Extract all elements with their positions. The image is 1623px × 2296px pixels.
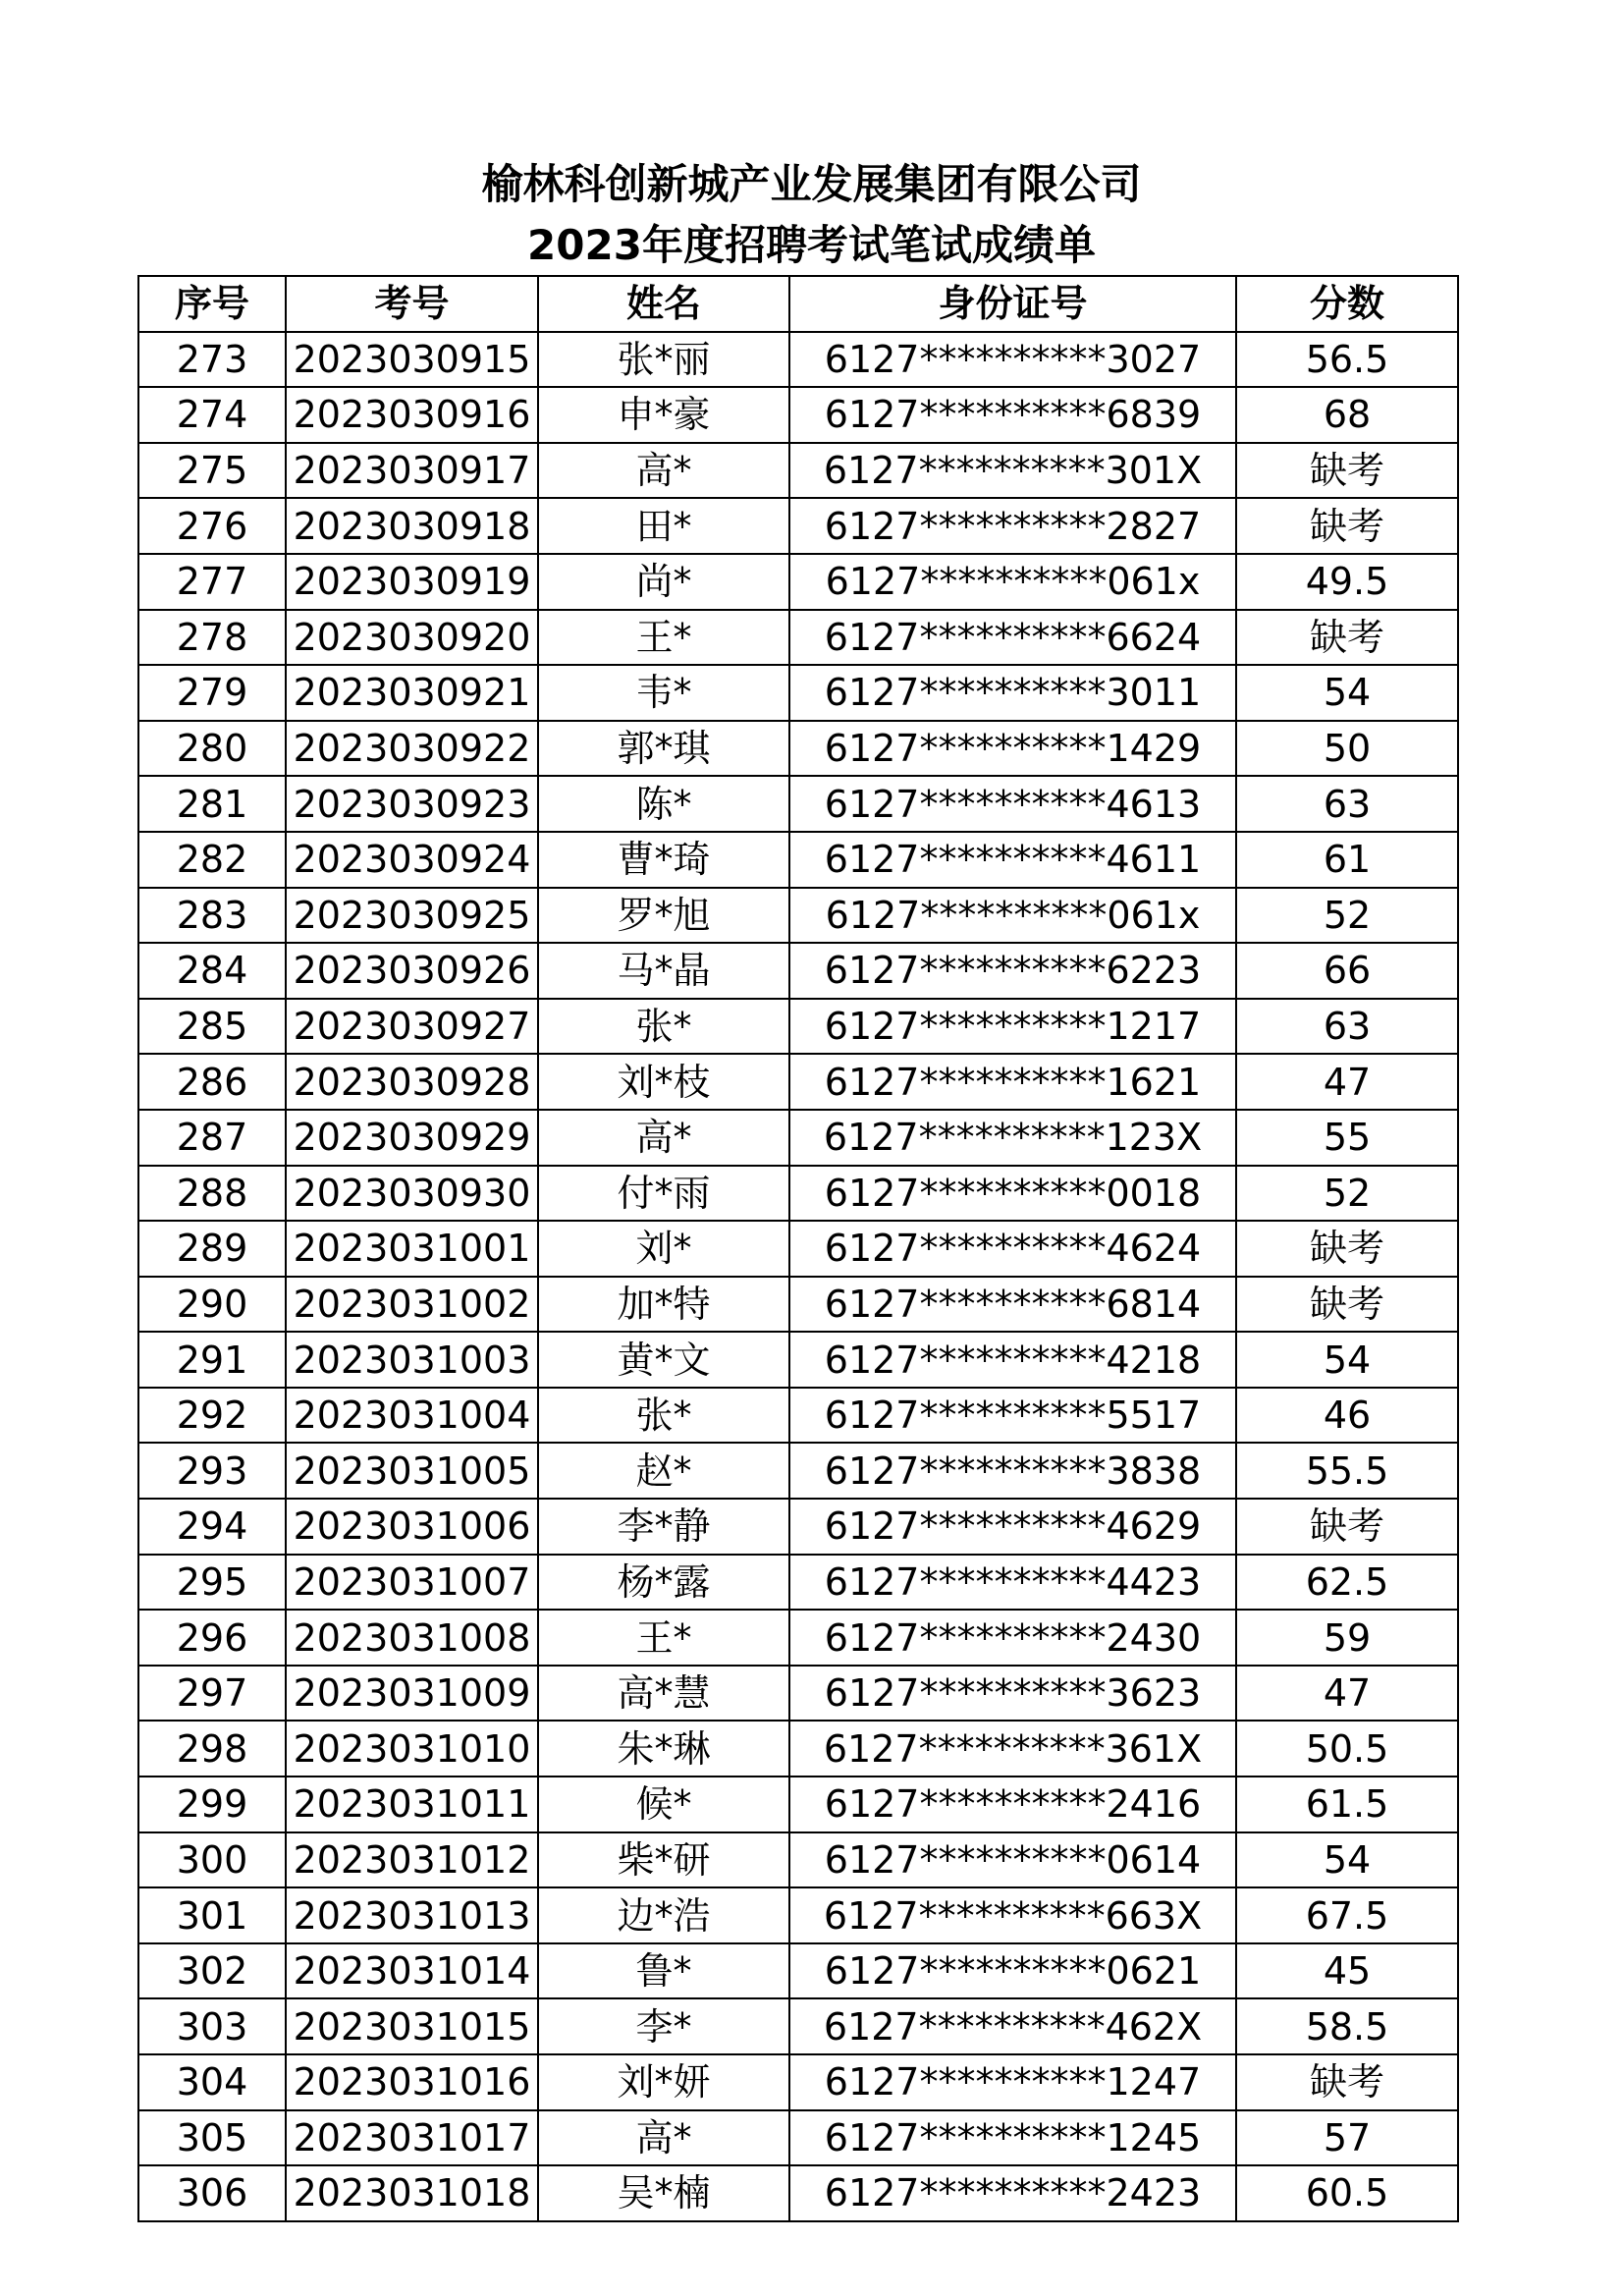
cell-seq: 299 (138, 1777, 286, 1832)
cell-id-number: 6127**********2827 (789, 498, 1236, 554)
table-row (138, 1610, 1458, 1666)
cell-seq: 296 (138, 1610, 286, 1666)
table-row (138, 776, 1458, 832)
cell-score: 52 (1236, 888, 1458, 944)
cell-seq: 278 (138, 610, 286, 666)
cell-seq: 288 (138, 1166, 286, 1222)
cell-score: 缺考 (1236, 443, 1458, 499)
cell-score: 54 (1236, 665, 1458, 721)
cell-name: 李*静 (538, 1499, 789, 1555)
cell-id-number: 6127**********3027 (789, 332, 1236, 388)
table-row (138, 610, 1458, 666)
table-row (138, 1832, 1458, 1888)
cell-seq: 289 (138, 1221, 286, 1277)
cell-seq: 300 (138, 1832, 286, 1888)
table-row (138, 999, 1458, 1055)
cell-id-number: 6127**********4423 (789, 1555, 1236, 1611)
cell-name: 曹*琦 (538, 832, 789, 888)
cell-name: 杨*露 (538, 1555, 789, 1611)
cell-score: 55 (1236, 1110, 1458, 1166)
cell-exam-number: 2023031012 (286, 1832, 538, 1888)
cell-score: 缺考 (1236, 1221, 1458, 1277)
cell-exam-number: 2023030927 (286, 999, 538, 1055)
cell-score: 54 (1236, 1832, 1458, 1888)
table-row (138, 832, 1458, 888)
cell-id-number: 6127**********1621 (789, 1054, 1236, 1110)
cell-id-number: 6127**********1247 (789, 2054, 1236, 2110)
cell-id-number: 6127**********4218 (789, 1332, 1236, 1388)
cell-exam-number: 2023031017 (286, 2110, 538, 2166)
cell-id-number: 6127**********1245 (789, 2110, 1236, 2166)
cell-name: 张*丽 (538, 332, 789, 388)
cell-score: 52 (1236, 1166, 1458, 1222)
table-row (138, 1277, 1458, 1333)
cell-score: 66 (1236, 943, 1458, 999)
cell-name: 吴*楠 (538, 2165, 789, 2221)
document-title: 榆林科创新城产业发展集团有限公司 (481, 160, 1142, 208)
table-row (138, 1499, 1458, 1555)
cell-exam-number: 2023030917 (286, 443, 538, 499)
cell-seq: 285 (138, 999, 286, 1055)
cell-seq: 294 (138, 1499, 286, 1555)
cell-id-number: 6127**********361X (789, 1721, 1236, 1777)
cell-exam-number: 2023031018 (286, 2165, 538, 2221)
cell-id-number: 6127**********0614 (789, 1832, 1236, 1888)
cell-seq: 274 (138, 387, 286, 443)
cell-score: 缺考 (1236, 610, 1458, 666)
cell-id-number: 6127**********4611 (789, 832, 1236, 888)
table-row (138, 1110, 1458, 1166)
cell-name: 王* (538, 610, 789, 666)
cell-seq: 279 (138, 665, 286, 721)
table-row (138, 721, 1458, 777)
table-row (138, 1887, 1458, 1943)
table-row (138, 1166, 1458, 1222)
cell-exam-number: 2023030920 (286, 610, 538, 666)
cell-exam-number: 2023030919 (286, 554, 538, 610)
cell-seq: 297 (138, 1666, 286, 1722)
cell-exam-number: 2023031014 (286, 1943, 538, 1999)
cell-score: 61.5 (1236, 1777, 1458, 1832)
cell-id-number: 6127**********123X (789, 1110, 1236, 1166)
cell-name: 赵* (538, 1443, 789, 1499)
table-row (138, 2165, 1458, 2221)
table-row (138, 387, 1458, 443)
cell-score: 缺考 (1236, 498, 1458, 554)
cell-score: 62.5 (1236, 1555, 1458, 1611)
cell-seq: 304 (138, 2054, 286, 2110)
cell-seq: 276 (138, 498, 286, 554)
cell-id-number: 6127**********2416 (789, 1777, 1236, 1832)
cell-id-number: 6127**********4629 (789, 1499, 1236, 1555)
cell-score: 缺考 (1236, 1277, 1458, 1333)
cell-name: 高* (538, 1110, 789, 1166)
cell-exam-number: 2023030915 (286, 332, 538, 388)
table-row (138, 1666, 1458, 1722)
cell-name: 高* (538, 2110, 789, 2166)
cell-name: 刘*妍 (538, 2054, 789, 2110)
cell-exam-number: 2023031007 (286, 1555, 538, 1611)
cell-seq: 298 (138, 1721, 286, 1777)
cell-seq: 280 (138, 721, 286, 777)
cell-id-number: 6127**********0018 (789, 1166, 1236, 1222)
table-row (138, 1777, 1458, 1832)
cell-seq: 275 (138, 443, 286, 499)
cell-score: 63 (1236, 999, 1458, 1055)
cell-score: 56.5 (1236, 332, 1458, 388)
cell-exam-number: 2023031016 (286, 2054, 538, 2110)
cell-id-number: 6127**********0621 (789, 1943, 1236, 1999)
table-row (138, 1388, 1458, 1444)
cell-id-number: 6127**********3623 (789, 1666, 1236, 1722)
cell-id-number: 6127**********4624 (789, 1221, 1236, 1277)
cell-id-number: 6127**********2423 (789, 2165, 1236, 2221)
cell-score: 59 (1236, 1610, 1458, 1666)
cell-name: 马*晶 (538, 943, 789, 999)
cell-id-number: 6127**********1429 (789, 721, 1236, 777)
table-row (138, 2054, 1458, 2110)
cell-name: 刘*枝 (538, 1054, 789, 1110)
cell-name: 刘* (538, 1221, 789, 1277)
cell-exam-number: 2023030918 (286, 498, 538, 554)
cell-id-number: 6127**********6624 (789, 610, 1236, 666)
cell-id-number: 6127**********061x (789, 888, 1236, 944)
cell-score: 55.5 (1236, 1443, 1458, 1499)
cell-score: 49.5 (1236, 554, 1458, 610)
cell-exam-number: 2023030928 (286, 1054, 538, 1110)
cell-exam-number: 2023031004 (286, 1388, 538, 1444)
cell-score: 缺考 (1236, 2054, 1458, 2110)
cell-seq: 303 (138, 1998, 286, 2054)
table-row (138, 943, 1458, 999)
cell-exam-number: 2023030923 (286, 776, 538, 832)
document-subtitle: 2023年度招聘考试笔试成绩单 (527, 221, 1096, 269)
cell-score: 67.5 (1236, 1887, 1458, 1943)
cell-seq: 293 (138, 1443, 286, 1499)
cell-score: 57 (1236, 2110, 1458, 2166)
table-row (138, 1332, 1458, 1388)
cell-exam-number: 2023031001 (286, 1221, 538, 1277)
cell-id-number: 6127**********4613 (789, 776, 1236, 832)
score-table (137, 275, 1459, 2222)
cell-name: 张* (538, 1388, 789, 1444)
cell-seq: 306 (138, 2165, 286, 2221)
cell-score: 54 (1236, 1332, 1458, 1388)
cell-name: 柴*研 (538, 1832, 789, 1888)
cell-id-number: 6127**********6223 (789, 943, 1236, 999)
cell-score: 61 (1236, 832, 1458, 888)
table-row (138, 1443, 1458, 1499)
cell-name: 加*特 (538, 1277, 789, 1333)
table-row (138, 1555, 1458, 1611)
cell-name: 王* (538, 1610, 789, 1666)
cell-seq: 290 (138, 1277, 286, 1333)
cell-exam-number: 2023030921 (286, 665, 538, 721)
table-row (138, 1998, 1458, 2054)
cell-exam-number: 2023030925 (286, 888, 538, 944)
cell-score: 50 (1236, 721, 1458, 777)
cell-exam-number: 2023031003 (286, 1332, 538, 1388)
cell-seq: 305 (138, 2110, 286, 2166)
cell-exam-number: 2023031015 (286, 1998, 538, 2054)
table-row (138, 1943, 1458, 1999)
cell-exam-number: 2023031006 (286, 1499, 538, 1555)
cell-id-number: 6127**********2430 (789, 1610, 1236, 1666)
table-row (138, 1221, 1458, 1277)
cell-id-number: 6127**********061x (789, 554, 1236, 610)
cell-score: 45 (1236, 1943, 1458, 1999)
cell-id-number: 6127**********3011 (789, 665, 1236, 721)
cell-name: 高*慧 (538, 1666, 789, 1722)
header-name: 姓名 (538, 276, 789, 332)
cell-id-number: 6127**********301X (789, 443, 1236, 499)
cell-name: 张* (538, 999, 789, 1055)
cell-id-number: 6127**********1217 (789, 999, 1236, 1055)
cell-seq: 291 (138, 1332, 286, 1388)
cell-id-number: 6127**********6814 (789, 1277, 1236, 1333)
table-row (138, 554, 1458, 610)
cell-id-number: 6127**********3838 (789, 1443, 1236, 1499)
cell-seq: 302 (138, 1943, 286, 1999)
table-row (138, 1721, 1458, 1777)
table-row (138, 443, 1458, 499)
table-body (138, 332, 1458, 2221)
cell-exam-number: 2023031013 (286, 1887, 538, 1943)
cell-name: 李* (538, 1998, 789, 2054)
cell-seq: 286 (138, 1054, 286, 1110)
header-id-number: 身份证号 (789, 276, 1236, 332)
cell-name: 尚* (538, 554, 789, 610)
header-seq: 序号 (138, 276, 286, 332)
table-row (138, 1054, 1458, 1110)
cell-score: 47 (1236, 1054, 1458, 1110)
cell-seq: 273 (138, 332, 286, 388)
cell-score: 47 (1236, 1666, 1458, 1722)
cell-id-number: 6127**********5517 (789, 1388, 1236, 1444)
cell-name: 高* (538, 443, 789, 499)
cell-seq: 283 (138, 888, 286, 944)
cell-exam-number: 2023030926 (286, 943, 538, 999)
cell-name: 黄*文 (538, 1332, 789, 1388)
cell-seq: 277 (138, 554, 286, 610)
cell-name: 郭*琪 (538, 721, 789, 777)
cell-name: 鲁* (538, 1943, 789, 1999)
cell-score: 60.5 (1236, 2165, 1458, 2221)
cell-exam-number: 2023030924 (286, 832, 538, 888)
cell-name: 朱*琳 (538, 1721, 789, 1777)
table-header-row (138, 276, 1458, 332)
cell-seq: 287 (138, 1110, 286, 1166)
cell-id-number: 6127**********663X (789, 1887, 1236, 1943)
table-row (138, 2110, 1458, 2166)
cell-score: 缺考 (1236, 1499, 1458, 1555)
cell-name: 陈* (538, 776, 789, 832)
cell-exam-number: 2023030922 (286, 721, 538, 777)
cell-exam-number: 2023031010 (286, 1721, 538, 1777)
header-score: 分数 (1236, 276, 1458, 332)
cell-exam-number: 2023031011 (286, 1777, 538, 1832)
cell-score: 63 (1236, 776, 1458, 832)
cell-seq: 281 (138, 776, 286, 832)
cell-name: 罗*旭 (538, 888, 789, 944)
cell-exam-number: 2023031002 (286, 1277, 538, 1333)
cell-id-number: 6127**********462X (789, 1998, 1236, 2054)
cell-name: 候* (538, 1777, 789, 1832)
cell-seq: 282 (138, 832, 286, 888)
cell-id-number: 6127**********6839 (789, 387, 1236, 443)
cell-name: 韦* (538, 665, 789, 721)
cell-exam-number: 2023030916 (286, 387, 538, 443)
cell-name: 边*浩 (538, 1887, 789, 1943)
cell-score: 46 (1236, 1388, 1458, 1444)
cell-score: 50.5 (1236, 1721, 1458, 1777)
table-row (138, 665, 1458, 721)
cell-seq: 292 (138, 1388, 286, 1444)
table-row (138, 498, 1458, 554)
table-row (138, 332, 1458, 388)
cell-name: 申*豪 (538, 387, 789, 443)
cell-seq: 284 (138, 943, 286, 999)
cell-exam-number: 2023030929 (286, 1110, 538, 1166)
cell-exam-number: 2023031009 (286, 1666, 538, 1722)
cell-exam-number: 2023031008 (286, 1610, 538, 1666)
cell-seq: 295 (138, 1555, 286, 1611)
table-row (138, 888, 1458, 944)
cell-name: 田* (538, 498, 789, 554)
cell-exam-number: 2023030930 (286, 1166, 538, 1222)
cell-exam-number: 2023031005 (286, 1443, 538, 1499)
header-exam-number: 考号 (286, 276, 538, 332)
cell-seq: 301 (138, 1887, 286, 1943)
cell-score: 68 (1236, 387, 1458, 443)
cell-name: 付*雨 (538, 1166, 789, 1222)
cell-score: 58.5 (1236, 1998, 1458, 2054)
